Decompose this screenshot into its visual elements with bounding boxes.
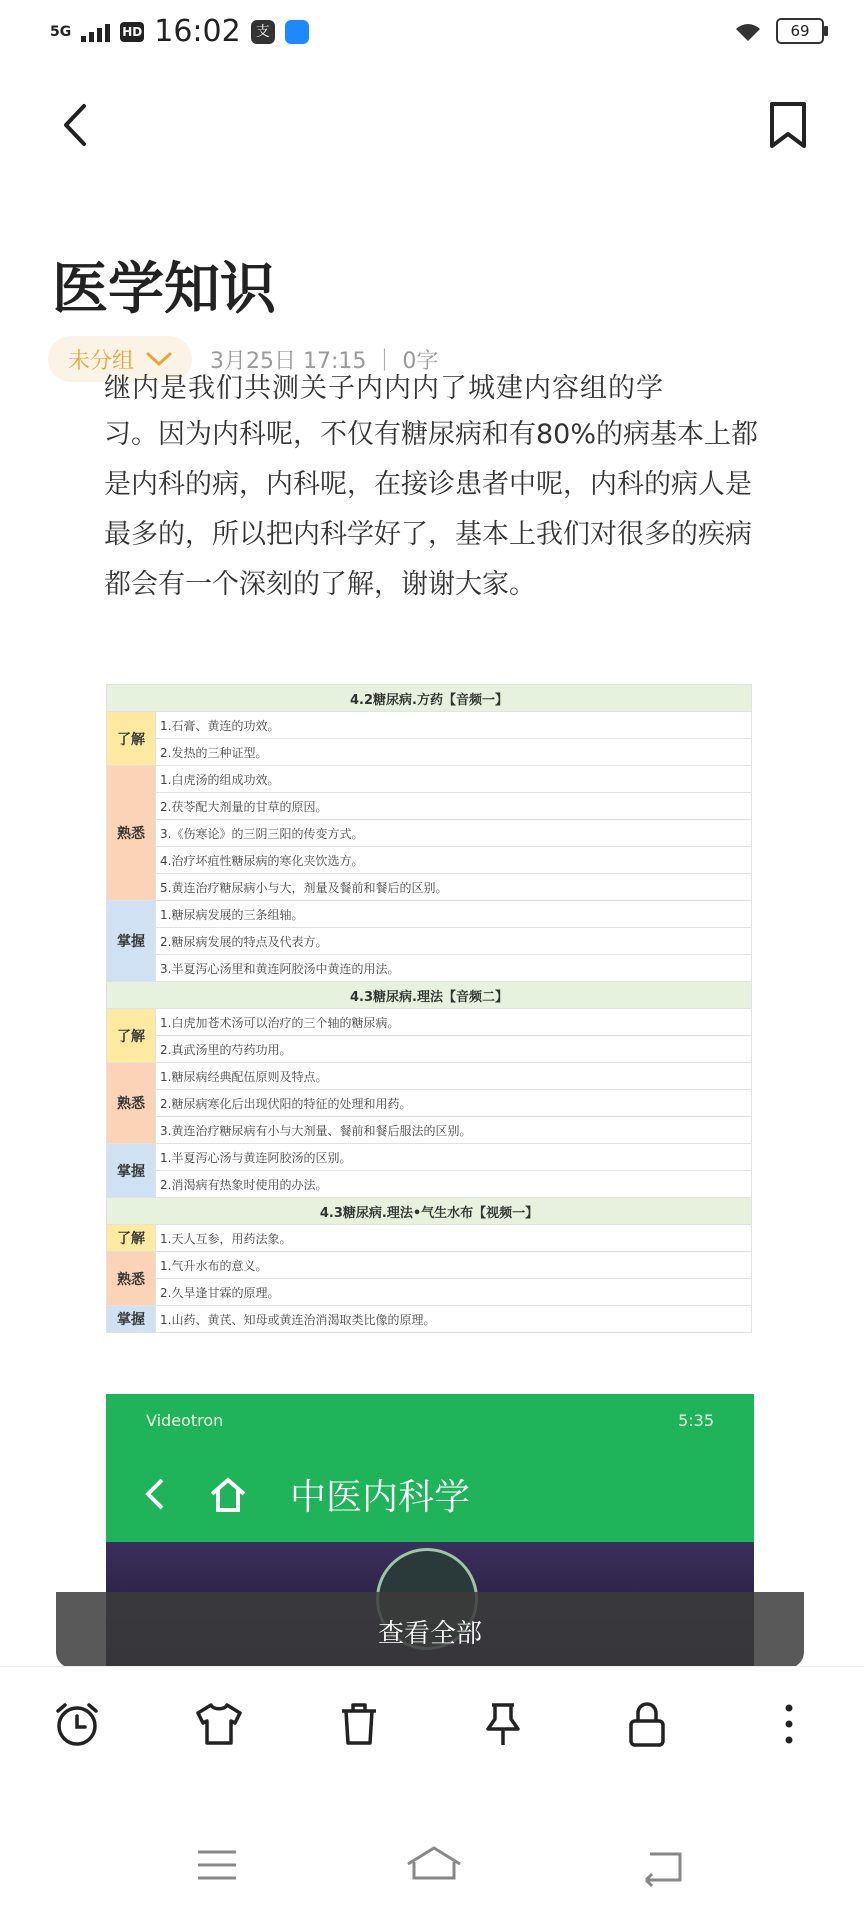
table-row [107,1036,752,1063]
network-type: 5G [50,23,72,40]
study-table-image[interactable] [106,684,752,1333]
status-time: 16:02 [154,14,241,49]
table-cell: 3.黄连治疗糖尿病有小与大剂量、餐前和餐后服法的区别。 [156,1117,752,1144]
table-row [107,712,752,739]
level-label: 了解 [107,1009,156,1063]
bookmark-button[interactable] [768,100,808,150]
table-cell: 1.白虎加苍术汤可以治疗的三个轴的糖尿病。 [156,1009,752,1036]
table-row [107,901,752,928]
note-date-wordcount: 3月25日 17:15 ｜ 0字 [210,348,439,374]
view-all-button[interactable]: 查看全部 [56,1592,804,1668]
table-cell: 3.《伤寒论》的三阴三阳的传变方式。 [156,820,752,847]
table-row [107,1063,752,1090]
home-icon [406,1840,462,1890]
signal-icon [81,22,110,42]
level-label: 掌握 [107,1144,156,1198]
more-icon [764,1699,814,1749]
table-cell: 2.消渴病有热象时使用的办法。 [156,1171,752,1198]
group-label: 未分组 [68,348,135,374]
bottom-toolbar [0,1666,864,1785]
table-cell: 1.糖尿病发展的三条组轴。 [156,901,752,928]
embed-home-icon [206,1472,250,1516]
table-row [107,793,752,820]
table-section-header [107,685,752,712]
section-title: 4.3糖尿病.理法【音频二】 [107,982,752,1009]
table-cell: 2.真武汤里的芍药功用。 [156,1036,752,1063]
table-row [107,1225,752,1252]
embed-carrier: Videotron [146,1410,224,1430]
pin-button[interactable] [478,1699,528,1749]
table-row [107,1171,752,1198]
table-row [107,766,752,793]
alarm-icon [52,1699,102,1749]
table-row [107,1279,752,1306]
table-cell: 2.茯苓配大剂量的甘草的原因。 [156,793,752,820]
embed-back-icon [136,1474,176,1514]
trash-icon [334,1699,384,1749]
table-cell: 3.半夏泻心汤里和黄连阿胶汤中黄连的用法。 [156,955,752,982]
table-cell: 4.治疗坏疽性糖尿病的寒化夹饮选方。 [156,847,752,874]
back-nav-button[interactable] [636,1840,686,1890]
level-label: 掌握 [107,901,156,982]
delete-button[interactable] [334,1699,384,1749]
table-row [107,1252,752,1279]
more-button[interactable] [764,1699,814,1749]
wifi-icon [732,19,764,43]
shirt-icon [194,1699,244,1749]
table-cell: 1.半夏泻心汤与黄连阿胶汤的区别。 [156,1144,752,1171]
battery-icon [776,18,824,44]
system-navigation-bar [0,1840,864,1900]
table-cell: 2.久旱逢甘霖的原理。 [156,1279,752,1306]
pin-icon [478,1699,528,1749]
section-title: 4.3糖尿病.理法•气生水布【视频一】 [107,1198,752,1225]
back-button[interactable] [56,100,96,150]
section-title: 4.2糖尿病.方药【音频一】 [107,685,752,712]
menu-icon [192,1840,242,1890]
level-label: 熟悉 [107,766,156,901]
table-cell: 1.糖尿病经典配伍原则及特点。 [156,1063,752,1090]
level-label: 熟悉 [107,1252,156,1306]
hd-badge: HD [120,22,144,42]
table-cell: 2.糖尿病发展的特点及代表方。 [156,928,752,955]
embed-status-bar [106,1394,754,1446]
clipped-text-line: 继内是我们共测关子内内内了城建内容组的学 [104,373,664,404]
back-arrow-icon [636,1840,686,1890]
table-row [107,847,752,874]
table-row [107,820,752,847]
level-label: 了解 [107,712,156,766]
app-notification-icon [285,20,309,44]
table-row [107,1009,752,1036]
embed-time: 5:35 [678,1410,714,1430]
table-row [107,955,752,982]
table-row [107,1144,752,1171]
table-section-header [107,982,752,1009]
embed-nav [106,1446,754,1542]
table-row [107,874,752,901]
level-label: 掌握 [107,1306,156,1333]
battery-level: 69 [790,22,810,40]
table-row [107,1117,752,1144]
lock-icon [622,1699,672,1749]
table-row [107,739,752,766]
note-body[interactable] [104,410,764,610]
table-cell: 1.天人互参，用药法象。 [156,1225,752,1252]
table-row [107,1090,752,1117]
table-cell: 1.气升水布的意义。 [156,1252,752,1279]
level-label: 熟悉 [107,1063,156,1144]
chevron-down-icon [146,351,172,367]
note-title[interactable]: 医学知识 [52,257,276,322]
table-row [107,928,752,955]
embed-title: 中医内科学 [290,1476,471,1518]
recents-button[interactable] [192,1840,242,1890]
bookmark-icon [768,100,808,150]
table-cell: 1.白虎汤的组成功效。 [156,766,752,793]
table-cell: 1.山药、黄芪、知母或黄连治消渴取类比像的原理。 [156,1306,752,1333]
lock-button[interactable] [622,1699,672,1749]
table-cell: 2.发热的三种证型。 [156,739,752,766]
chevron-left-icon [56,100,96,150]
home-button[interactable] [406,1840,456,1890]
theme-button[interactable] [194,1699,244,1749]
table-cell: 1.石膏、黄连的功效。 [156,712,752,739]
level-label: 了解 [107,1225,156,1252]
table-cell: 5.黄连治疗糖尿病小与大，剂量及餐前和餐后的区别。 [156,874,752,901]
table-row [107,1306,752,1333]
note-paragraph: 习。因为内科呢，不仅有糖尿病和有80%的病基本上都是内科的病，内科呢，在接诊患者中呢，内科的病人是最多的，所以把内科学好了，基本上我们对很多的疾病都会有一个深刻的了解，谢谢大家。 [104,419,759,600]
app-badge: 支 [251,20,275,44]
table-section-header [107,1198,752,1225]
reminder-button[interactable] [52,1699,102,1749]
status-bar [0,0,864,66]
table-cell: 2.糖尿病寒化后出现伏阳的特征的处理和用药。 [156,1090,752,1117]
